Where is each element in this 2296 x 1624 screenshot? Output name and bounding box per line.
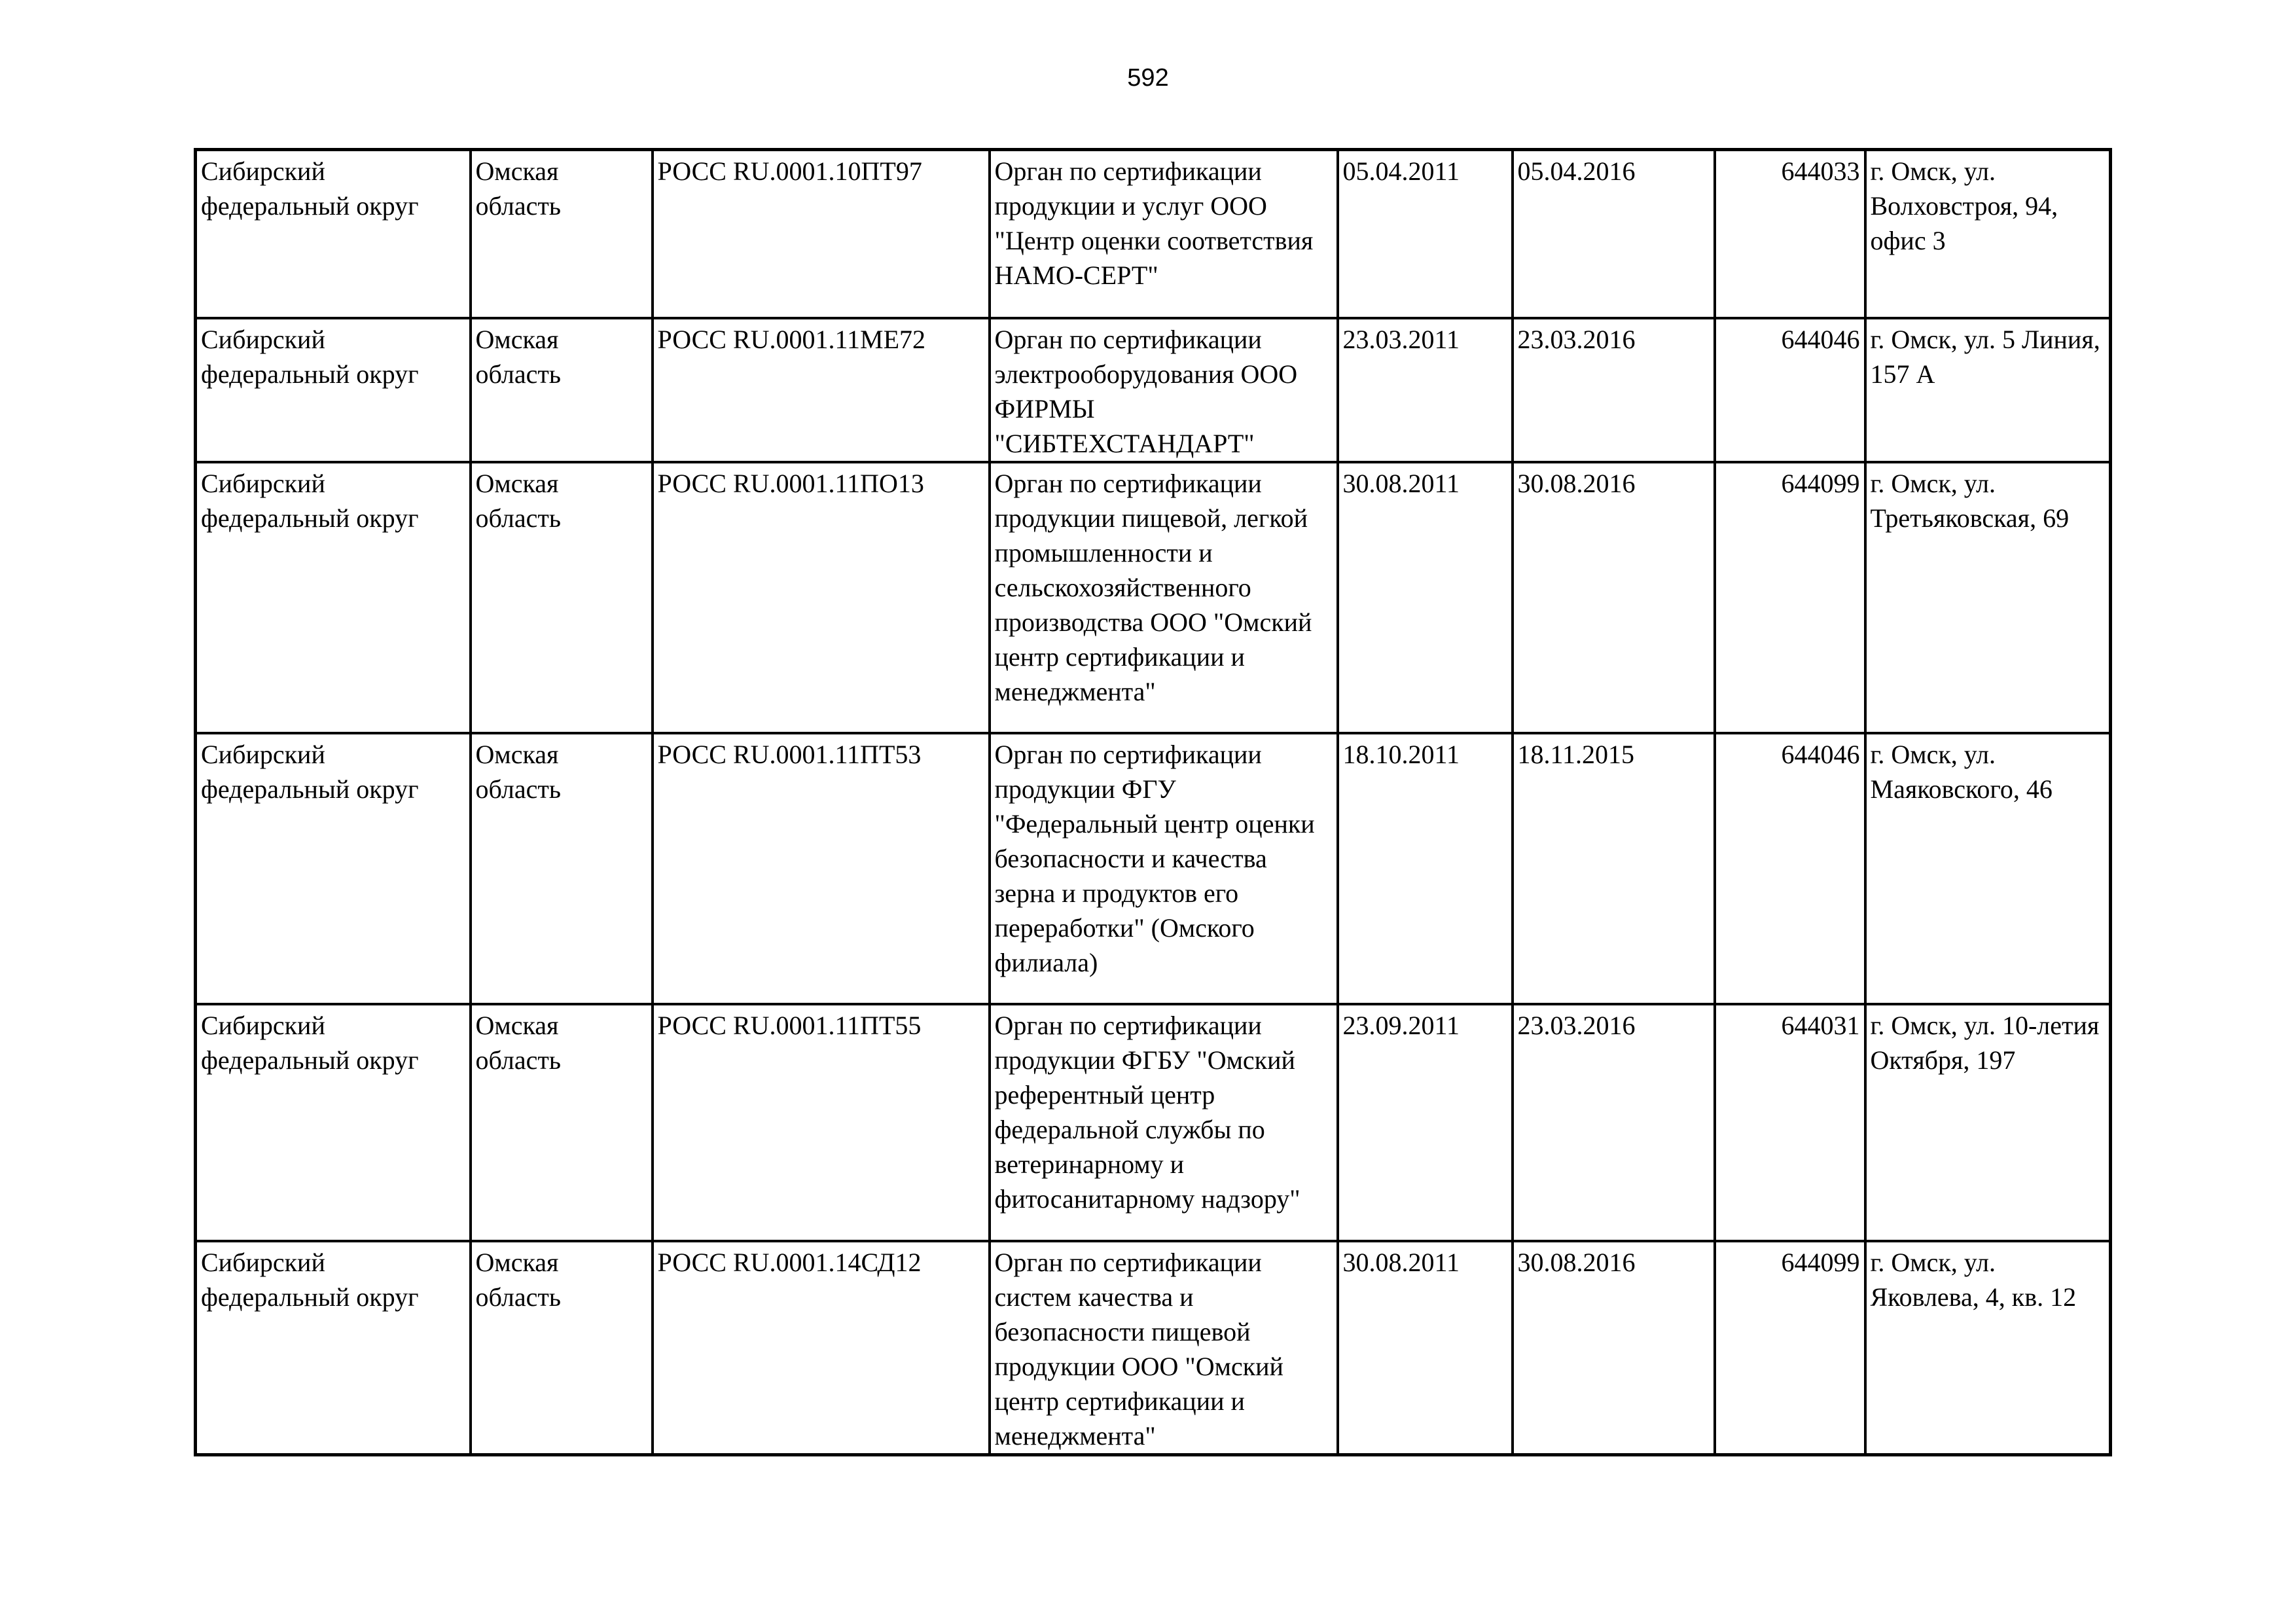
page-number: 592 <box>1127 64 1169 92</box>
district-cell: Сибирский федеральный округ <box>196 462 471 733</box>
registration-number-cell: РОСС RU.0001.11ПТ55 <box>653 1004 990 1241</box>
organization-cell: Орган по сертификации продукции ФГУ "Федеральный центр оценки безопасности и качества зерна и продуктов его переработки" (Омского филиала) <box>990 733 1338 1004</box>
address-cell: г. Омск, ул. Маяковского, 46 <box>1865 733 2111 1004</box>
address-cell: г. Омск, ул. Яковлева, 4, кв. 12 <box>1865 1241 2111 1455</box>
region-cell: Омская область <box>471 1004 653 1241</box>
date-to-cell: 23.03.2016 <box>1513 318 1715 462</box>
table-row <box>196 733 2111 1004</box>
district-cell: Сибирский федеральный округ <box>196 150 471 319</box>
address-cell: г. Омск, ул. Третьяковская, 69 <box>1865 462 2111 733</box>
district-cell: Сибирский федеральный округ <box>196 733 471 1004</box>
postal-code-cell: 644046 <box>1715 733 1865 1004</box>
date-from-cell: 18.10.2011 <box>1338 733 1513 1004</box>
region-cell: Омская область <box>471 733 653 1004</box>
address-cell: г. Омск, ул. 10-летия Октября, 197 <box>1865 1004 2111 1241</box>
date-from-cell: 23.03.2011 <box>1338 318 1513 462</box>
district-cell: Сибирский федеральный округ <box>196 1004 471 1241</box>
registration-number-cell: РОСС RU.0001.14СД12 <box>653 1241 990 1455</box>
date-from-cell: 23.09.2011 <box>1338 1004 1513 1241</box>
organization-cell: Орган по сертификации продукции пищевой, легкой промышленности и сельскохозяйственного производства ООО "Омский центр сертификации и менеджмента" <box>990 462 1338 733</box>
address-cell: г. Омск, ул. Волховстроя, 94, офис 3 <box>1865 150 2111 319</box>
organization-cell: Орган по сертификации систем качества и безопасности пищевой продукции ООО "Омский центр сертификации и менеджмента" <box>990 1241 1338 1455</box>
organization-cell: Орган по сертификации электрооборудования ООО ФИРМЫ "СИБТЕХСТАНДАРТ" <box>990 318 1338 462</box>
district-cell: Сибирский федеральный округ <box>196 1241 471 1455</box>
certification-registry-table <box>194 148 2112 1456</box>
table-row <box>196 1241 2111 1455</box>
date-to-cell: 18.11.2015 <box>1513 733 1715 1004</box>
postal-code-cell: 644033 <box>1715 150 1865 319</box>
date-to-cell: 30.08.2016 <box>1513 1241 1715 1455</box>
region-cell: Омская область <box>471 1241 653 1455</box>
table-row <box>196 462 2111 733</box>
registration-number-cell: РОСС RU.0001.11МЕ72 <box>653 318 990 462</box>
date-from-cell: 05.04.2011 <box>1338 150 1513 319</box>
registration-number-cell: РОСС RU.0001.11ПТ53 <box>653 733 990 1004</box>
registration-number-cell: РОСС RU.0001.11ПО13 <box>653 462 990 733</box>
date-to-cell: 23.03.2016 <box>1513 1004 1715 1241</box>
region-cell: Омская область <box>471 462 653 733</box>
postal-code-cell: 644099 <box>1715 462 1865 733</box>
table-row <box>196 1004 2111 1241</box>
table-row <box>196 150 2111 319</box>
postal-code-cell: 644031 <box>1715 1004 1865 1241</box>
district-cell: Сибирский федеральный округ <box>196 318 471 462</box>
region-cell: Омская область <box>471 318 653 462</box>
region-cell: Омская область <box>471 150 653 319</box>
organization-cell: Орган по сертификации продукции ФГБУ "Омский референтный центр федеральной службы по ветеринарному и фитосанитарному надзору" <box>990 1004 1338 1241</box>
address-cell: г. Омск, ул. 5 Линия, 157 А <box>1865 318 2111 462</box>
postal-code-cell: 644099 <box>1715 1241 1865 1455</box>
date-to-cell: 30.08.2016 <box>1513 462 1715 733</box>
date-from-cell: 30.08.2011 <box>1338 462 1513 733</box>
postal-code-cell: 644046 <box>1715 318 1865 462</box>
organization-cell: Орган по сертификации продукции и услуг ООО "Центр оценки соответствия НАМО-СЕРТ" <box>990 150 1338 319</box>
date-to-cell: 05.04.2016 <box>1513 150 1715 319</box>
date-from-cell: 30.08.2011 <box>1338 1241 1513 1455</box>
registration-number-cell: РОСС RU.0001.10ПТ97 <box>653 150 990 319</box>
table-row <box>196 318 2111 462</box>
